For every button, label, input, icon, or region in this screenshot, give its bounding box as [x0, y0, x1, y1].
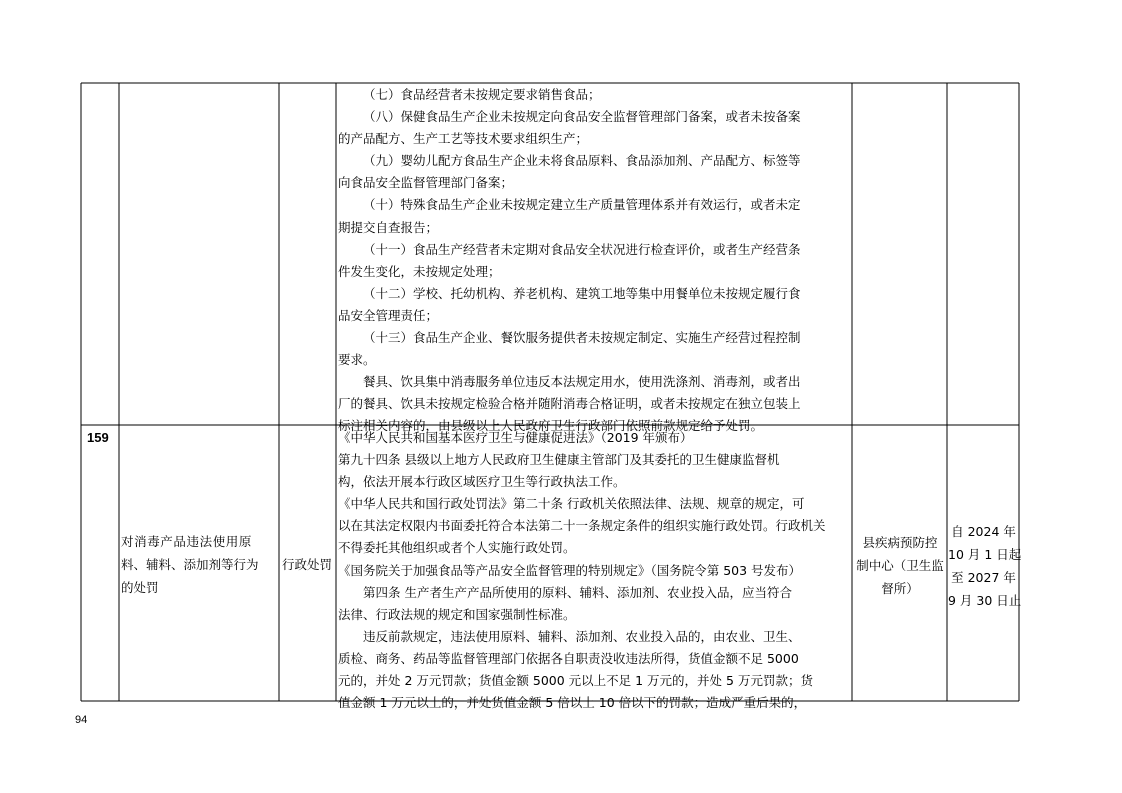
provision-line: 期提交自查报告；	[338, 219, 439, 235]
provision-line: 餐具、饮具集中消毒服务单位违反本法规定用水，使用洗涤剂、消毒剂，或者出	[363, 374, 801, 390]
basis-line: 不得委托其他组织或者个人实施行政处罚。	[338, 540, 576, 556]
basis-line: 构，依法开展本行政区域医疗卫生等行政执法工作。	[338, 474, 626, 490]
basis-line: 第四条 生产者生产产品所使用的原料、辅料、添加剂、农业投入品，应当符合	[363, 584, 792, 600]
period-line: 至 2027 年	[951, 570, 1016, 585]
provision-line: （十三）食品生产企业、餐饮服务提供者未按规定制定、实施生产经营过程控制	[363, 330, 801, 346]
power-type: 行政处罚	[282, 557, 333, 572]
provision-line: （八）保健食品生产企业未按规定向食品安全监督管理部门备案，或者未按备案	[363, 109, 801, 125]
row-number: 159	[87, 430, 109, 445]
provision-line: 向食品安全监督管理部门备案；	[338, 175, 514, 191]
item-name-line: 的处罚	[121, 580, 159, 595]
provision-line: （十二）学校、托幼机构、养老机构、建筑工地等集中用餐单位未按规定履行食	[363, 285, 801, 301]
provision-line: （七）食品经营者未按规定要求销售食品；	[363, 87, 601, 102]
entrustment-period	[948, 520, 1022, 612]
legal-basis	[338, 427, 826, 714]
provision-line: 件发生变化，未按规定处理；	[338, 263, 501, 279]
provision-line: （十一）食品生产经营者未定期对食品安全状况进行检查评价，或者生产经营条	[363, 241, 801, 257]
item-name-line: 对消毒产品违法使用原	[121, 534, 253, 549]
basis-line: 质检、商务、药品等监督管理部门依据各自职责没收违法所得，货值金额不足 5000	[338, 650, 799, 666]
provision-line: 标注相关内容的，由县级以上人民政府卫生行政部门依照前款规定给予处罚。	[338, 418, 764, 434]
entrusted-unit	[853, 531, 947, 600]
basis-line: 《中华人民共和国基本医疗卫生与健康促进法》（2019 年颁布）	[338, 430, 693, 445]
provision-line: 的产品配方、生产工艺等技术要求组织生产；	[338, 131, 589, 147]
page-number: 94	[75, 714, 88, 726]
basis-line: 《中华人民共和国行政处罚法》第二十条 行政机关依照法律、法规、规章的规定，可	[338, 496, 805, 512]
basis-line: 元的，并处 2 万元罚款；货值金额 5000 元以上不足 1 万元的，并处 5 万元罚款；货	[338, 673, 813, 689]
basis-line: 值金额 1 万元以上的，并处货值金额 5 倍以上 10 倍以下的罚款；造成严重后果的，	[338, 695, 807, 711]
basis-line: 第九十四条 县级以上地方人民政府卫生健康主管部门及其委托的卫生健康监督机	[338, 452, 780, 468]
basis-line: 《国务院关于加强食品等产品安全监督管理的特别规定》（国务院令第 503 号发布）	[338, 562, 802, 578]
basis-line: 法律、行政法规的规定和国家强制性标准。	[338, 606, 576, 622]
entrusted-unit-line: 督所）	[881, 581, 919, 596]
item-name	[121, 530, 259, 599]
provision-line: 品安全管理责任；	[338, 307, 439, 323]
provision-line: 厂的餐具、饮具未按规定检验合格并随附消毒合格证明，或者未按规定在独立包装上	[338, 396, 801, 412]
item-name-line: 料、辅料、添加剂等行为	[121, 557, 259, 572]
period-line: 9 月 30 日止	[948, 593, 1022, 608]
entrusted-unit-line: 制中心（卫生监	[856, 558, 944, 573]
provision-line: （九）婴幼儿配方食品生产企业未将食品原料、食品添加剂、产品配方、标签等	[363, 153, 801, 169]
basis-line: 违反前款规定，违法使用原料、辅料、添加剂、农业投入品的，由农业、卫生、	[363, 628, 801, 644]
period-line: 自 2024 年	[951, 524, 1016, 539]
continued-provisions	[338, 84, 801, 438]
entrusted-unit-line: 县疾病预防控	[862, 535, 938, 550]
provision-line: （十）特殊食品生产企业未按规定建立生产质量管理体系并有效运行，或者未定	[363, 197, 801, 213]
provision-line: 要求。	[338, 352, 376, 368]
period-line: 10 月 1 日起	[948, 547, 1022, 562]
basis-line: 以在其法定权限内书面委托符合本法第二十一条规定条件的组织实施行政处罚。行政机关	[338, 518, 826, 534]
